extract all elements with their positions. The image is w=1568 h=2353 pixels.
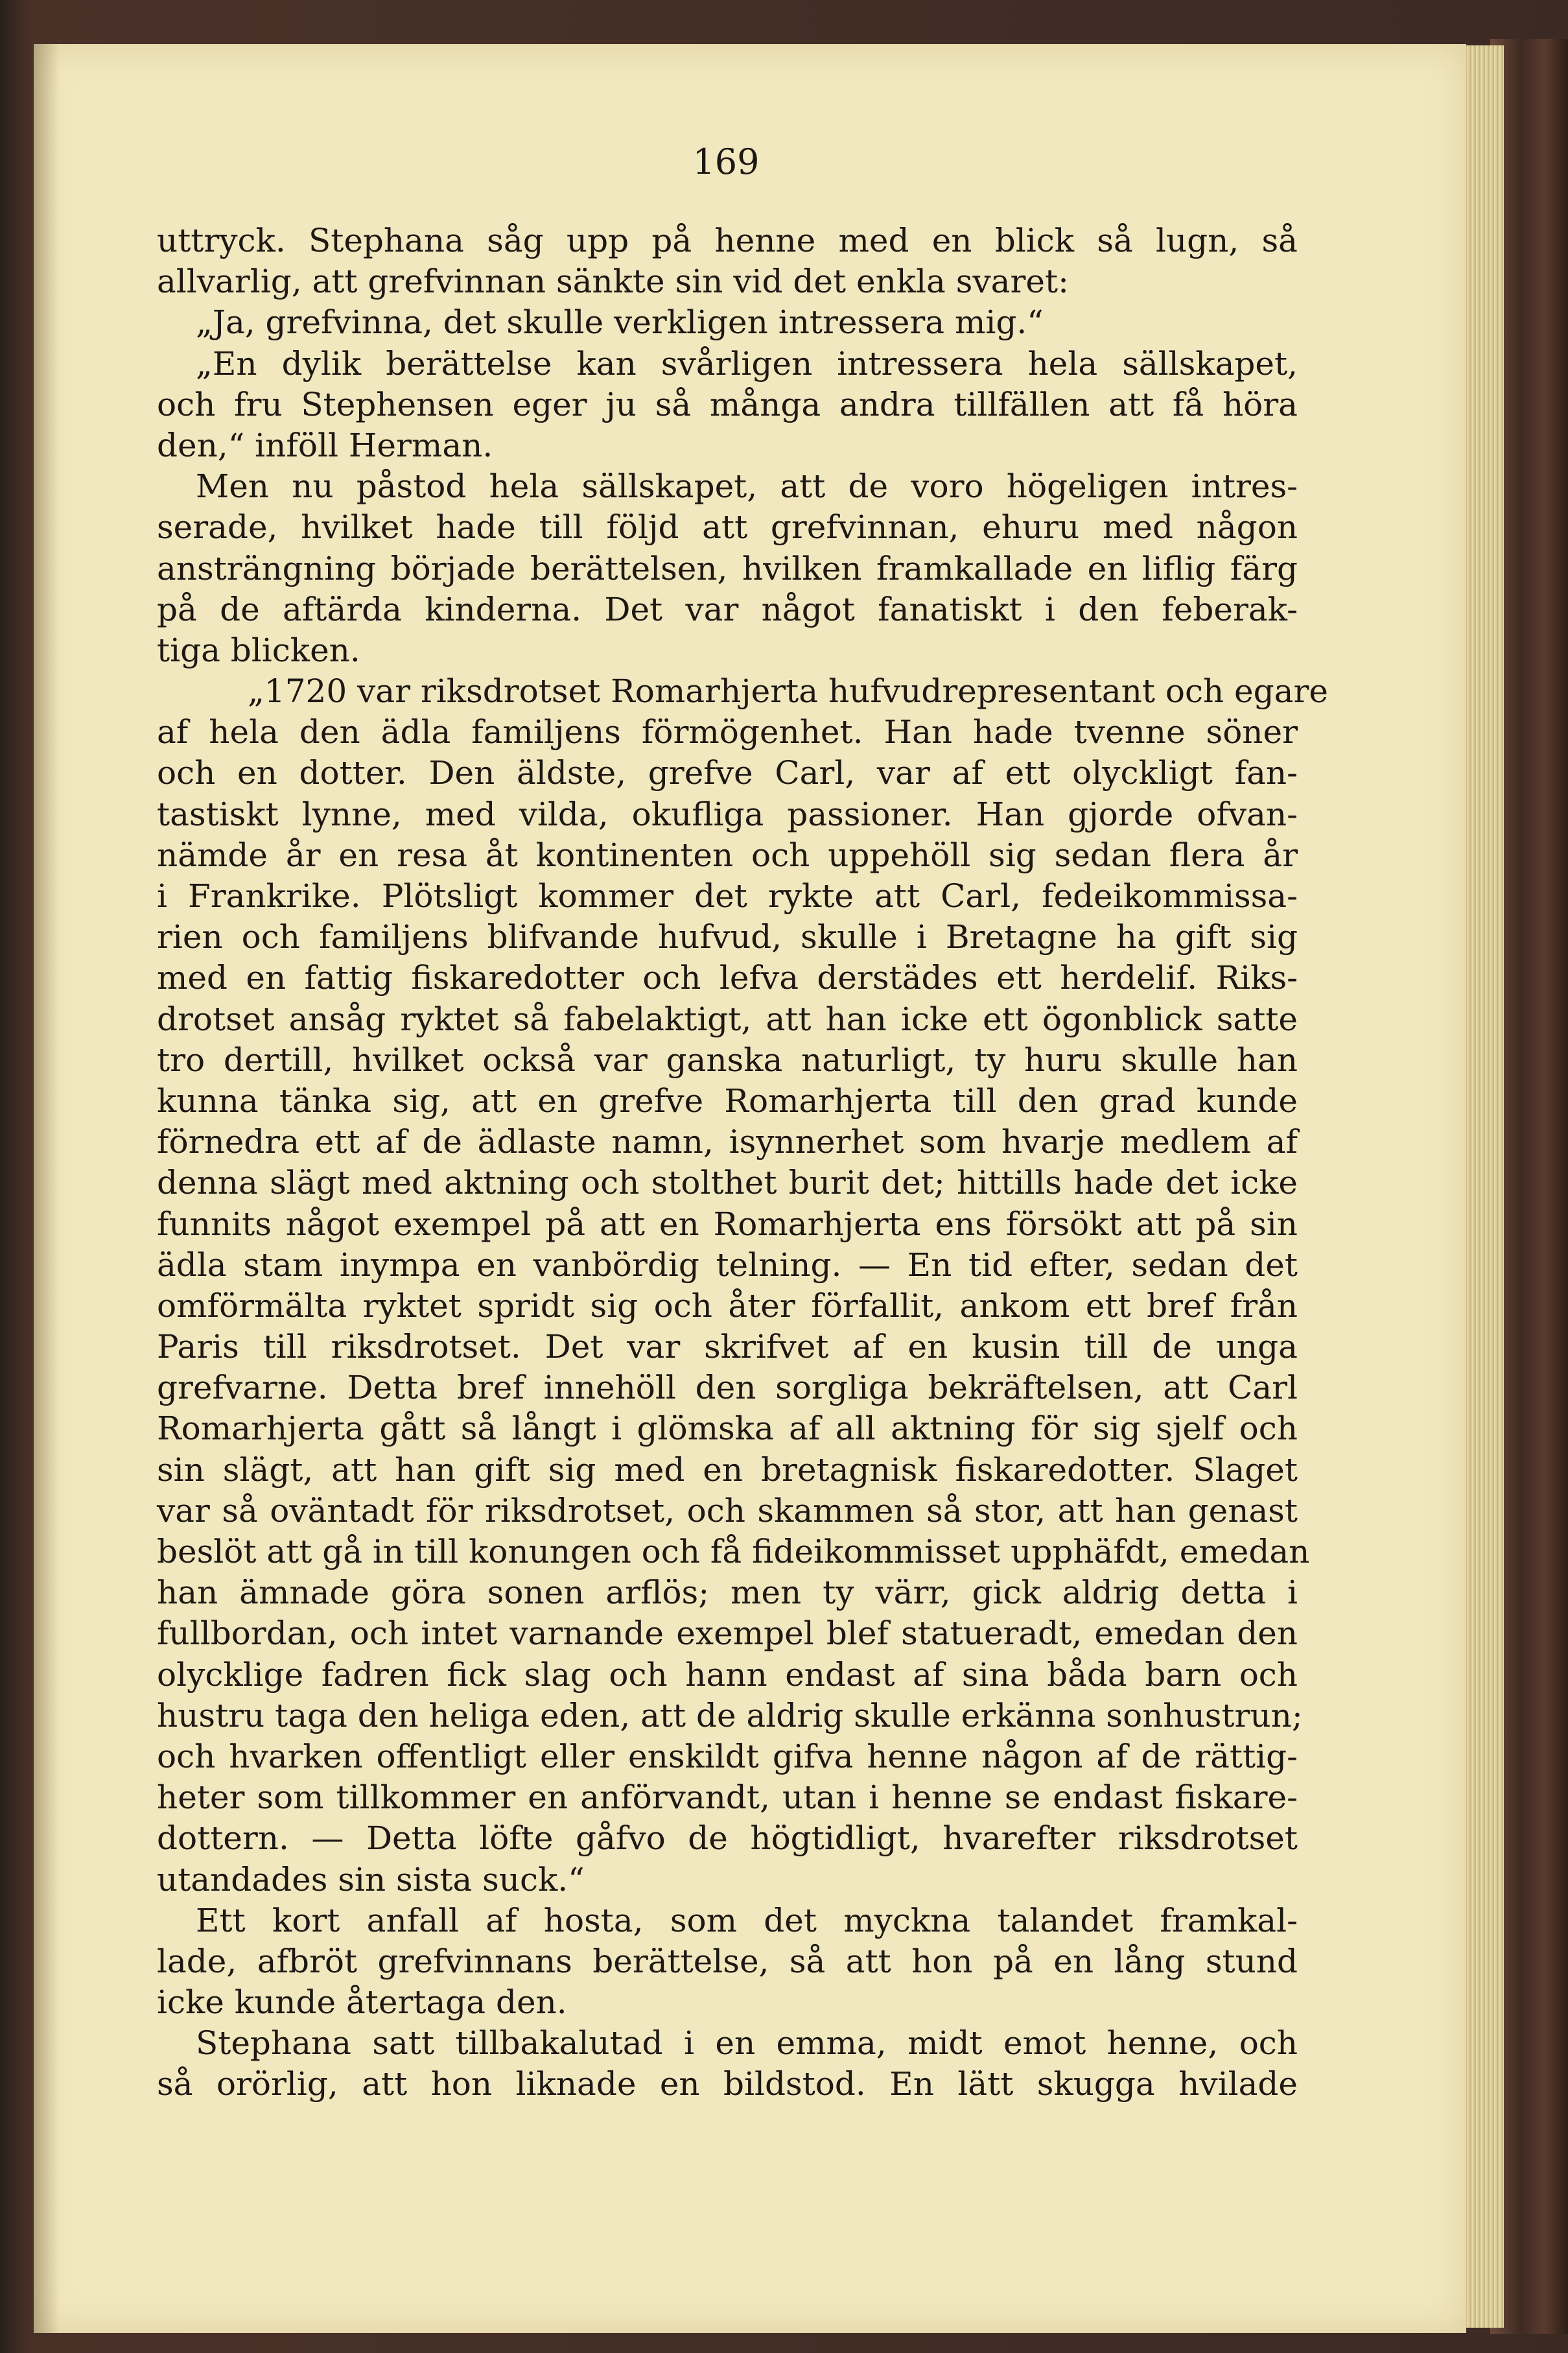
text-line: lade, afbröt grefvinnans berättelse, så att hon på en lång stund	[157, 1942, 1298, 1980]
text-line: och hvarken offentligt eller enskildt gifva henne någon af de rättig-	[157, 1737, 1298, 1775]
text-line: af hela den ädla familjens förmögenhet. Han hade tvenne söner	[157, 713, 1298, 751]
text-line: med en fattig fiskaredotter och lefva derstädes ett herdelif. Riks-	[157, 959, 1298, 997]
text-line: dottern. — Detta löfte gåfvo de högtidligt, hvarefter riksdrotset	[157, 1819, 1298, 1858]
text-line: Paris till riksdrotset. Det var skrifvet af en kusin till de unga	[157, 1328, 1298, 1366]
text-line: „1720 var riksdrotset Romarhjerta hufvudrepresentant och egare	[248, 672, 1328, 711]
text-line: drotset ansåg ryktet så fabelaktigt, att han icke ett ögonblick satte	[157, 1000, 1298, 1038]
text-line: kunna tänka sig, att en grefve Romarhjerta till den grad kunde	[157, 1082, 1298, 1120]
text-line: i Frankrike. Plötsligt kommer det rykte att Carl, fedeikommissa-	[157, 877, 1298, 915]
text-line: denna slägt med aktning och stolthet burit det; hittills hade det icke	[157, 1164, 1298, 1202]
text-line: på de aftärda kinderna. Det var något fanatiskt i den feberak-	[157, 590, 1298, 628]
text-line: nämde år en resa åt kontinenten och uppehöll sig sedan flera år	[157, 836, 1298, 874]
text-line: förnedra ett af de ädlaste namn, isynnerhet som hvarje medlem af	[157, 1123, 1298, 1161]
text-line: beslöt att gå in till konungen och få fideikommisset upphäfdt, emedan	[157, 1533, 1310, 1570]
text-line: sin slägt, att han gift sig med en bretagnisk fiskaredotter. Slaget	[157, 1450, 1298, 1489]
text-line: och en dotter. Den äldste, grefve Carl, var af ett olyckligt fan-	[157, 754, 1298, 792]
text-line: allvarlig, att grefvinnan sänkte sin vid det enkla svaret:	[157, 263, 1069, 301]
text-line: „En dylik berättelse kan svårligen intressera hela sällskapet,	[196, 344, 1298, 383]
text-line: Ett kort anfall af hosta, som det myckna talandet framkal-	[196, 1901, 1298, 1939]
text-line: ädla stam inympa en vanbördig telning. — En tid efter, sedan det	[157, 1246, 1298, 1284]
text-line: hustru taga den heliga eden, att de aldrig skulle erkänna sonhustrun;	[157, 1696, 1303, 1734]
text-line: tro dertill, hvilket också var ganska naturligt, ty huru skulle han	[157, 1041, 1298, 1079]
text-line: omförmälta ryktet spridt sig och åter förfallit, ankom ett bref från	[157, 1286, 1298, 1325]
text-line: „Ja, grefvinna, det skulle verkligen intressera mig.“	[196, 303, 1044, 342]
text-line: utandades sin sista suck.“	[157, 1860, 585, 1898]
text-line: tiga blicken.	[157, 631, 360, 669]
text-line: den,“ inföll Herman.	[157, 426, 493, 464]
text-line: och fru Stephensen eger ju så många andra tillfällen att få höra	[157, 385, 1298, 423]
text-line: fullbordan, och intet varnande exempel blef statueradt, emedan den	[157, 1614, 1298, 1653]
text-line: ansträngning började berättelsen, hvilken framkallade en liflig färg	[157, 549, 1298, 587]
text-line: grefvarne. Detta bref innehöll den sorgliga bekräftelsen, att Carl	[157, 1369, 1298, 1407]
text-line: rien och familjens blifvande hufvud, skulle i Bretagne ha gift sig	[157, 918, 1298, 956]
text-line: Romarhjerta gått så långt i glömska af all aktning för sig sjelf och	[157, 1410, 1298, 1448]
text-line: olycklige fadren fick slag och hann endast af sina båda barn och	[157, 1655, 1298, 1694]
text-line: Stephana satt tillbakalutad i en emma, midt emot henne, och	[196, 2024, 1298, 2063]
text-line: uttryck. Stephana såg upp på henne med en blick så lugn, så	[157, 222, 1298, 259]
text-line: icke kunde återtaga den.	[157, 1983, 567, 2022]
text-line: funnits något exempel på att en Romarhjerta ens försökt att på sin	[157, 1205, 1298, 1243]
page-number: 169	[692, 141, 760, 182]
text-line: serade, hvilket hade till följd att grefvinnan, ehuru med någon	[157, 508, 1298, 547]
text-line: heter som tillkommer en anförvandt, utan i henne se endast fiskare-	[157, 1779, 1298, 1817]
text-line: så orörlig, att hon liknade en bildstod. En lätt skugga hvilade	[157, 2065, 1298, 2103]
page-gutter-shadow	[34, 44, 60, 2333]
body-text	[157, 220, 1328, 2105]
text-line: var så oväntadt för riksdrotset, och skammen så stor, att han genast	[157, 1491, 1298, 1530]
text-line: Men nu påstod hela sällskapet, att de voro högeligen intres-	[196, 467, 1298, 506]
text-line: han ämnade göra sonen arflös; men ty värr, gick aldrig detta i	[157, 1574, 1298, 1612]
text-line: tastiskt lynne, med vilda, okufliga passioner. Han gjorde ofvan-	[157, 795, 1298, 833]
